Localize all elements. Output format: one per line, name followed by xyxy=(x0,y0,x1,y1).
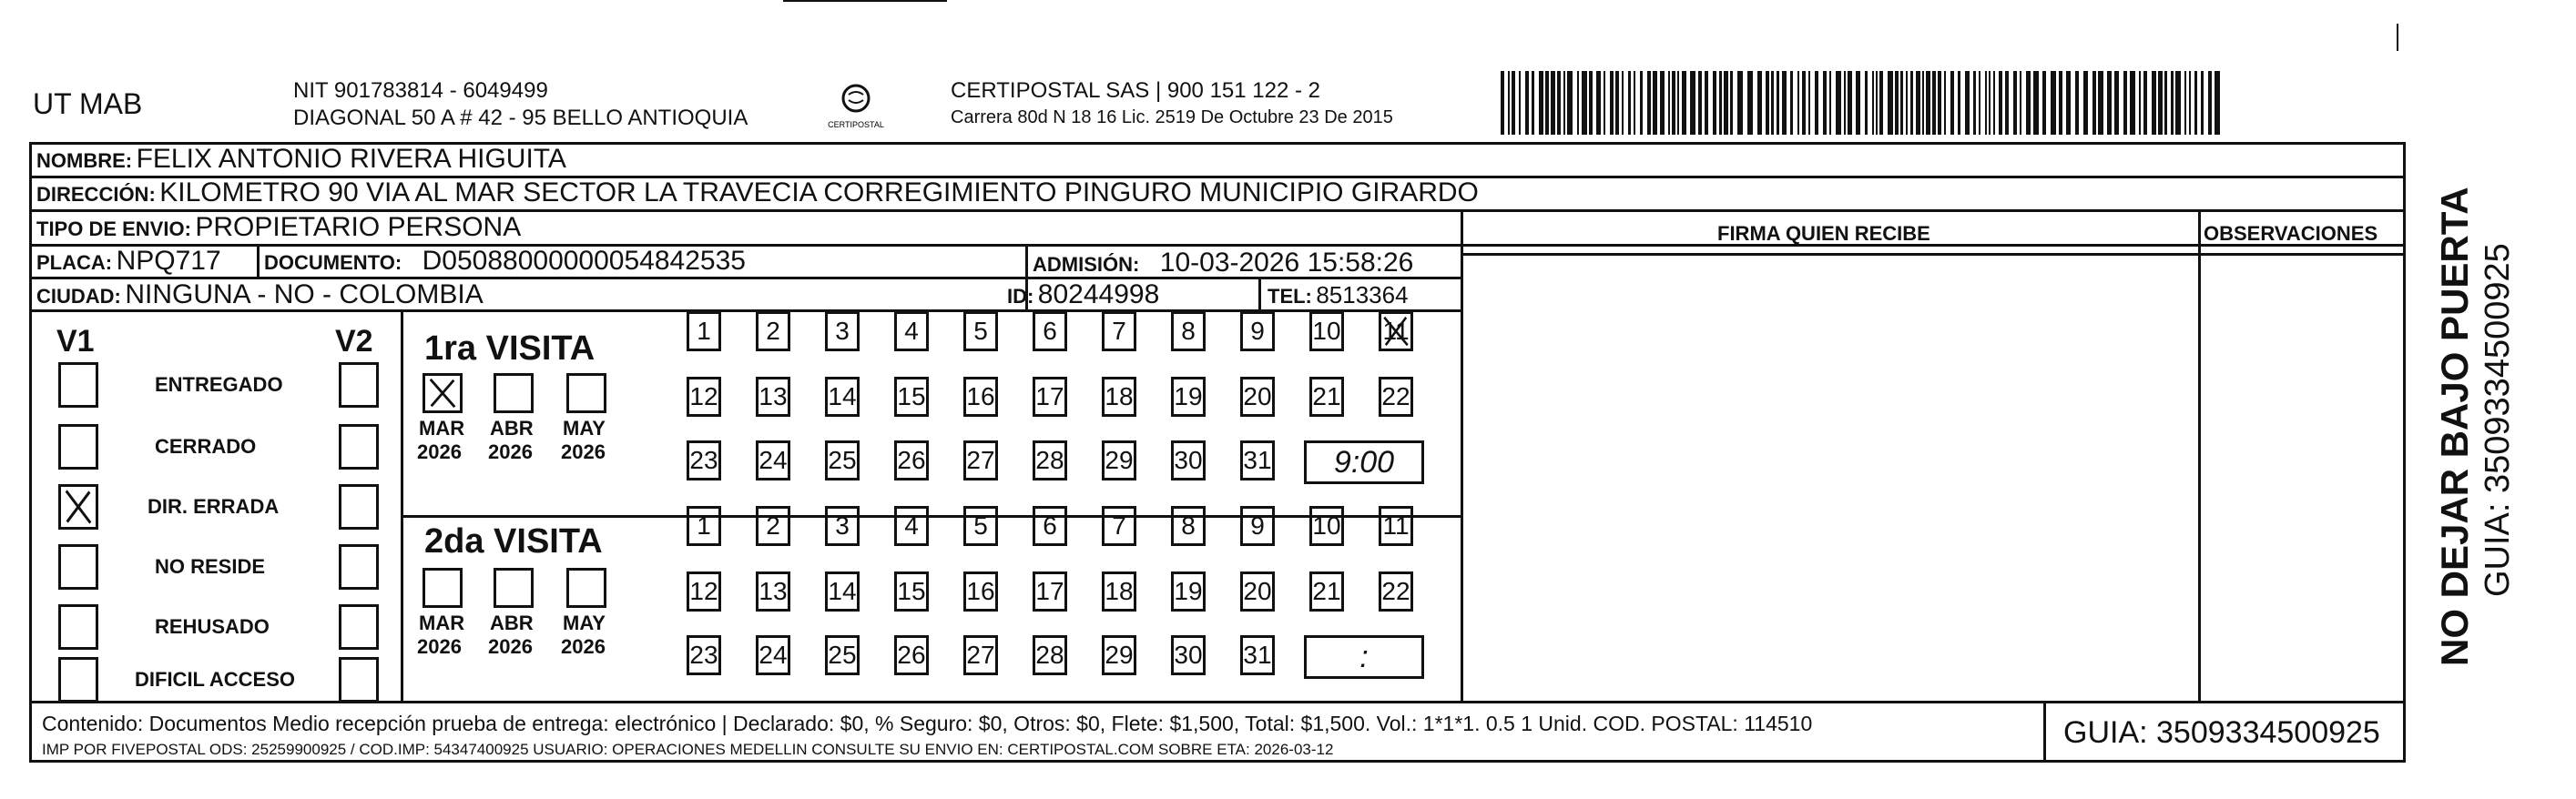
admision-label: ADMISIÓN: xyxy=(1033,253,1140,276)
visit2-month-label: ABR xyxy=(490,612,534,634)
visit1-day-13[interactable]: 13 xyxy=(756,377,790,417)
visit2-day-22[interactable]: 22 xyxy=(1379,571,1413,612)
visit1-day-15[interactable]: 15 xyxy=(894,377,929,417)
visit2-day-8[interactable]: 8 xyxy=(1171,506,1206,546)
visit2-day-13[interactable]: 13 xyxy=(756,571,790,612)
visit1-month-label: ABR xyxy=(490,417,534,440)
visit1-day-1[interactable]: 1 xyxy=(687,311,721,351)
sender-address: DIAGONAL 50 A # 42 - 95 BELLO ANTIOQUIA xyxy=(293,106,748,130)
visit2-year-label: 2026 xyxy=(417,635,462,658)
visit1-day-25[interactable]: 25 xyxy=(825,440,860,480)
id-label: ID: xyxy=(1007,285,1034,308)
visit1-month-checkbox[interactable] xyxy=(566,373,606,413)
visit1-day-28[interactable]: 28 xyxy=(1033,440,1067,480)
visit1-day-12[interactable]: 12 xyxy=(687,377,721,417)
visit2-day-31[interactable]: 31 xyxy=(1240,635,1275,675)
visit1-day-5[interactable]: 5 xyxy=(963,311,998,351)
visit2-day-6[interactable]: 6 xyxy=(1033,506,1067,546)
tipo-envio-label: TIPO DE ENVIO: xyxy=(36,217,191,240)
status-v2-checkbox[interactable] xyxy=(339,544,379,590)
visit1-day-30[interactable]: 30 xyxy=(1171,440,1206,480)
footer-guia: GUIA: 3509334500925 xyxy=(2063,715,2380,750)
footer-contenido: Contenido: Documentos Medio recepción prueba de entrega: electrónico | Declarado: $0, % Seguro: $0, Otros: $0, Flete: $1,500, Total: $1,500. Vol.: 1*1*1. 0.5 1 Unid. COD. POSTAL: 114510 xyxy=(42,712,1813,735)
visit2-day-4[interactable]: 4 xyxy=(894,506,929,546)
visit2-day-25[interactable]: 25 xyxy=(825,635,860,675)
visit1-month-checkbox[interactable] xyxy=(494,373,534,413)
visit2-day-20[interactable]: 20 xyxy=(1240,571,1275,612)
status-label: DIFICIL ACCESO xyxy=(135,668,296,691)
status-label: REHUSADO xyxy=(155,615,270,638)
tipo-envio: PROPIETARIO PERSONA xyxy=(195,212,522,242)
visit1-title: 1ra VISITA xyxy=(424,329,596,368)
status-v2-checkbox[interactable] xyxy=(339,362,379,408)
visit2-day-2[interactable]: 2 xyxy=(756,506,790,546)
visit2-month-label: MAR xyxy=(419,612,465,634)
side-guia: GUIA: 3509334500925 xyxy=(2479,243,2517,597)
visit1-day-9[interactable]: 9 xyxy=(1240,311,1275,351)
v1-label: V1 xyxy=(56,324,95,359)
status-v2-checkbox[interactable] xyxy=(339,424,379,470)
visit1-day-6[interactable]: 6 xyxy=(1033,311,1067,351)
visit2-month-checkbox[interactable] xyxy=(494,568,534,608)
ciudad-value: NINGUNA - NO - COLOMBIA xyxy=(125,279,484,309)
visit2-year-label: 2026 xyxy=(488,635,533,658)
visit1-day-8[interactable]: 8 xyxy=(1171,311,1206,351)
direccion-label: DIRECCIÓN: xyxy=(36,183,156,206)
sender-name: UT MAB xyxy=(33,87,143,120)
firma-header: FIRMA QUIEN RECIBE xyxy=(1717,222,1930,245)
visit1-year-label: 2026 xyxy=(488,440,533,463)
visit1-day-10[interactable]: 10 xyxy=(1309,311,1344,351)
visit2-day-1[interactable]: 1 xyxy=(687,506,721,546)
company-address: Carrera 80d N 18 16 Lic. 2519 De Octubre 23 De 2015 xyxy=(951,107,1393,127)
visit2-day-29[interactable]: 29 xyxy=(1102,635,1136,675)
side-warning: NO DEJAR BAJO PUERTA xyxy=(2433,187,2476,666)
placa-value: NPQ717 xyxy=(116,246,221,276)
visit2-year-label: 2026 xyxy=(561,635,606,658)
visit1-month-checkbox[interactable] xyxy=(423,373,463,413)
status-v1-checkbox[interactable] xyxy=(58,424,98,470)
visit1-day-3[interactable]: 3 xyxy=(825,311,860,351)
visit2-day-21[interactable]: 21 xyxy=(1309,571,1344,612)
visit2-title: 2da VISITA xyxy=(424,522,603,561)
visit1-day-20[interactable]: 20 xyxy=(1240,377,1275,417)
visit1-month-label: MAR xyxy=(419,417,465,440)
visit2-day-12[interactable]: 12 xyxy=(687,571,721,612)
status-v2-checkbox[interactable] xyxy=(339,657,379,703)
svg-text:CERTIPOSTAL: CERTIPOSTAL xyxy=(828,120,884,129)
visit1-day-21[interactable]: 21 xyxy=(1309,377,1344,417)
visit1-year-label: 2026 xyxy=(561,440,606,463)
visit2-day-17[interactable]: 17 xyxy=(1033,571,1067,612)
sender-nit: NIT 901783814 - 6049499 xyxy=(293,78,548,103)
visit2-day-5[interactable]: 5 xyxy=(963,506,998,546)
visit1-day-11[interactable]: 11 xyxy=(1379,311,1413,351)
visit1-day-14[interactable]: 14 xyxy=(825,377,860,417)
visit1-day-27[interactable]: 27 xyxy=(963,440,998,480)
visit2-day-3[interactable]: 3 xyxy=(825,506,860,546)
v2-label: V2 xyxy=(335,324,373,359)
visit2-day-28[interactable]: 28 xyxy=(1033,635,1067,675)
visit2-day-24[interactable]: 24 xyxy=(756,635,790,675)
placa-label: PLACA: xyxy=(36,251,113,274)
visit1-day-22[interactable]: 22 xyxy=(1379,377,1413,417)
visit1-day-31[interactable]: 31 xyxy=(1240,440,1275,480)
visit1-day-16[interactable]: 16 xyxy=(963,377,998,417)
visit2-day-30[interactable]: 30 xyxy=(1171,635,1206,675)
status-label: ENTREGADO xyxy=(155,373,283,396)
visit2-day-26[interactable]: 26 xyxy=(894,635,929,675)
visit2-day-7[interactable]: 7 xyxy=(1102,506,1136,546)
status-label: DIR. ERRADA xyxy=(148,495,280,518)
barcode xyxy=(1501,71,2222,135)
visit1-day-2[interactable]: 2 xyxy=(756,311,790,351)
tel-value: 8513364 xyxy=(1316,281,1409,308)
company-name: CERTIPOSTAL SAS | 900 151 122 - 2 xyxy=(951,78,1320,103)
admision-value: 10-03-2026 15:58:26 xyxy=(1159,248,1414,278)
visit2-day-15[interactable]: 15 xyxy=(894,571,929,612)
status-v1-checkbox[interactable] xyxy=(58,544,98,590)
visit1-day-18[interactable]: 18 xyxy=(1102,377,1136,417)
visit2-month-checkbox[interactable] xyxy=(566,568,606,608)
status-label: CERRADO xyxy=(155,435,257,458)
status-v2-checkbox[interactable] xyxy=(339,484,379,530)
status-label: NO RESIDE xyxy=(155,555,266,578)
visit2-day-23[interactable]: 23 xyxy=(687,635,721,675)
nombre-label: NOMBRE: xyxy=(36,149,133,172)
ciudad-label: CIUDAD: xyxy=(36,285,121,308)
visit1-month-label: MAY xyxy=(563,417,606,440)
visit2-day-19[interactable]: 19 xyxy=(1171,571,1206,612)
status-v1-checkbox[interactable] xyxy=(58,604,98,650)
visit2-day-11[interactable]: 11 xyxy=(1379,506,1413,546)
id-value: 80244998 xyxy=(1037,279,1160,309)
visit2-day-27[interactable]: 27 xyxy=(963,635,998,675)
status-v1-checkbox[interactable] xyxy=(58,484,98,530)
status-v1-checkbox[interactable] xyxy=(58,657,98,703)
certipostal-logo-icon xyxy=(820,78,892,133)
documento-label: DOCUMENTO: xyxy=(264,251,402,274)
tel-label: TEL: xyxy=(1268,285,1312,308)
observaciones-header: OBSERVACIONES xyxy=(2204,222,2378,245)
visit2-day-9[interactable]: 9 xyxy=(1240,506,1275,546)
visit1-day-19[interactable]: 19 xyxy=(1171,377,1206,417)
recipient-name: FELIX ANTONIO RIVERA HIGUITA xyxy=(136,144,566,174)
visit2-day-16[interactable]: 16 xyxy=(963,571,998,612)
visit1-day-17[interactable]: 17 xyxy=(1033,377,1067,417)
visit1-day-26[interactable]: 26 xyxy=(894,440,929,480)
status-v1-checkbox[interactable] xyxy=(58,362,98,408)
visit1-day-4[interactable]: 4 xyxy=(894,311,929,351)
visit2-day-18[interactable]: 18 xyxy=(1102,571,1136,612)
visit1-time-field[interactable]: 9:00 xyxy=(1304,440,1424,484)
documento-value: D05088000000054842535 xyxy=(422,246,746,276)
visit2-day-10[interactable]: 10 xyxy=(1309,506,1344,546)
status-v2-checkbox[interactable] xyxy=(339,604,379,650)
visit1-day-23[interactable]: 23 xyxy=(687,440,721,480)
visit1-day-29[interactable]: 29 xyxy=(1102,440,1136,480)
recipient-address: KILOMETRO 90 VIA AL MAR SECTOR LA TRAVECIA CORREGIMIENTO PINGURO MUNICIPIO GIRARDO xyxy=(159,177,1479,207)
visit1-day-24[interactable]: 24 xyxy=(756,440,790,480)
visit1-year-label: 2026 xyxy=(417,440,462,463)
footer-imp: IMP POR FIVEPOSTAL ODS: 25259900925 / COD.IMP: 54347400925 USUARIO: OPERACIONES MEDELLIN CONSULTE SU ENVIO EN: CERTIPOSTAL.COM SOBRE ETA: 2026-03-12 xyxy=(42,741,1334,758)
visit2-time-field[interactable]: : xyxy=(1304,635,1424,679)
visit2-month-checkbox[interactable] xyxy=(423,568,463,608)
visit1-day-7[interactable]: 7 xyxy=(1102,311,1136,351)
visit2-month-label: MAY xyxy=(563,612,606,634)
visit2-day-14[interactable]: 14 xyxy=(825,571,860,612)
